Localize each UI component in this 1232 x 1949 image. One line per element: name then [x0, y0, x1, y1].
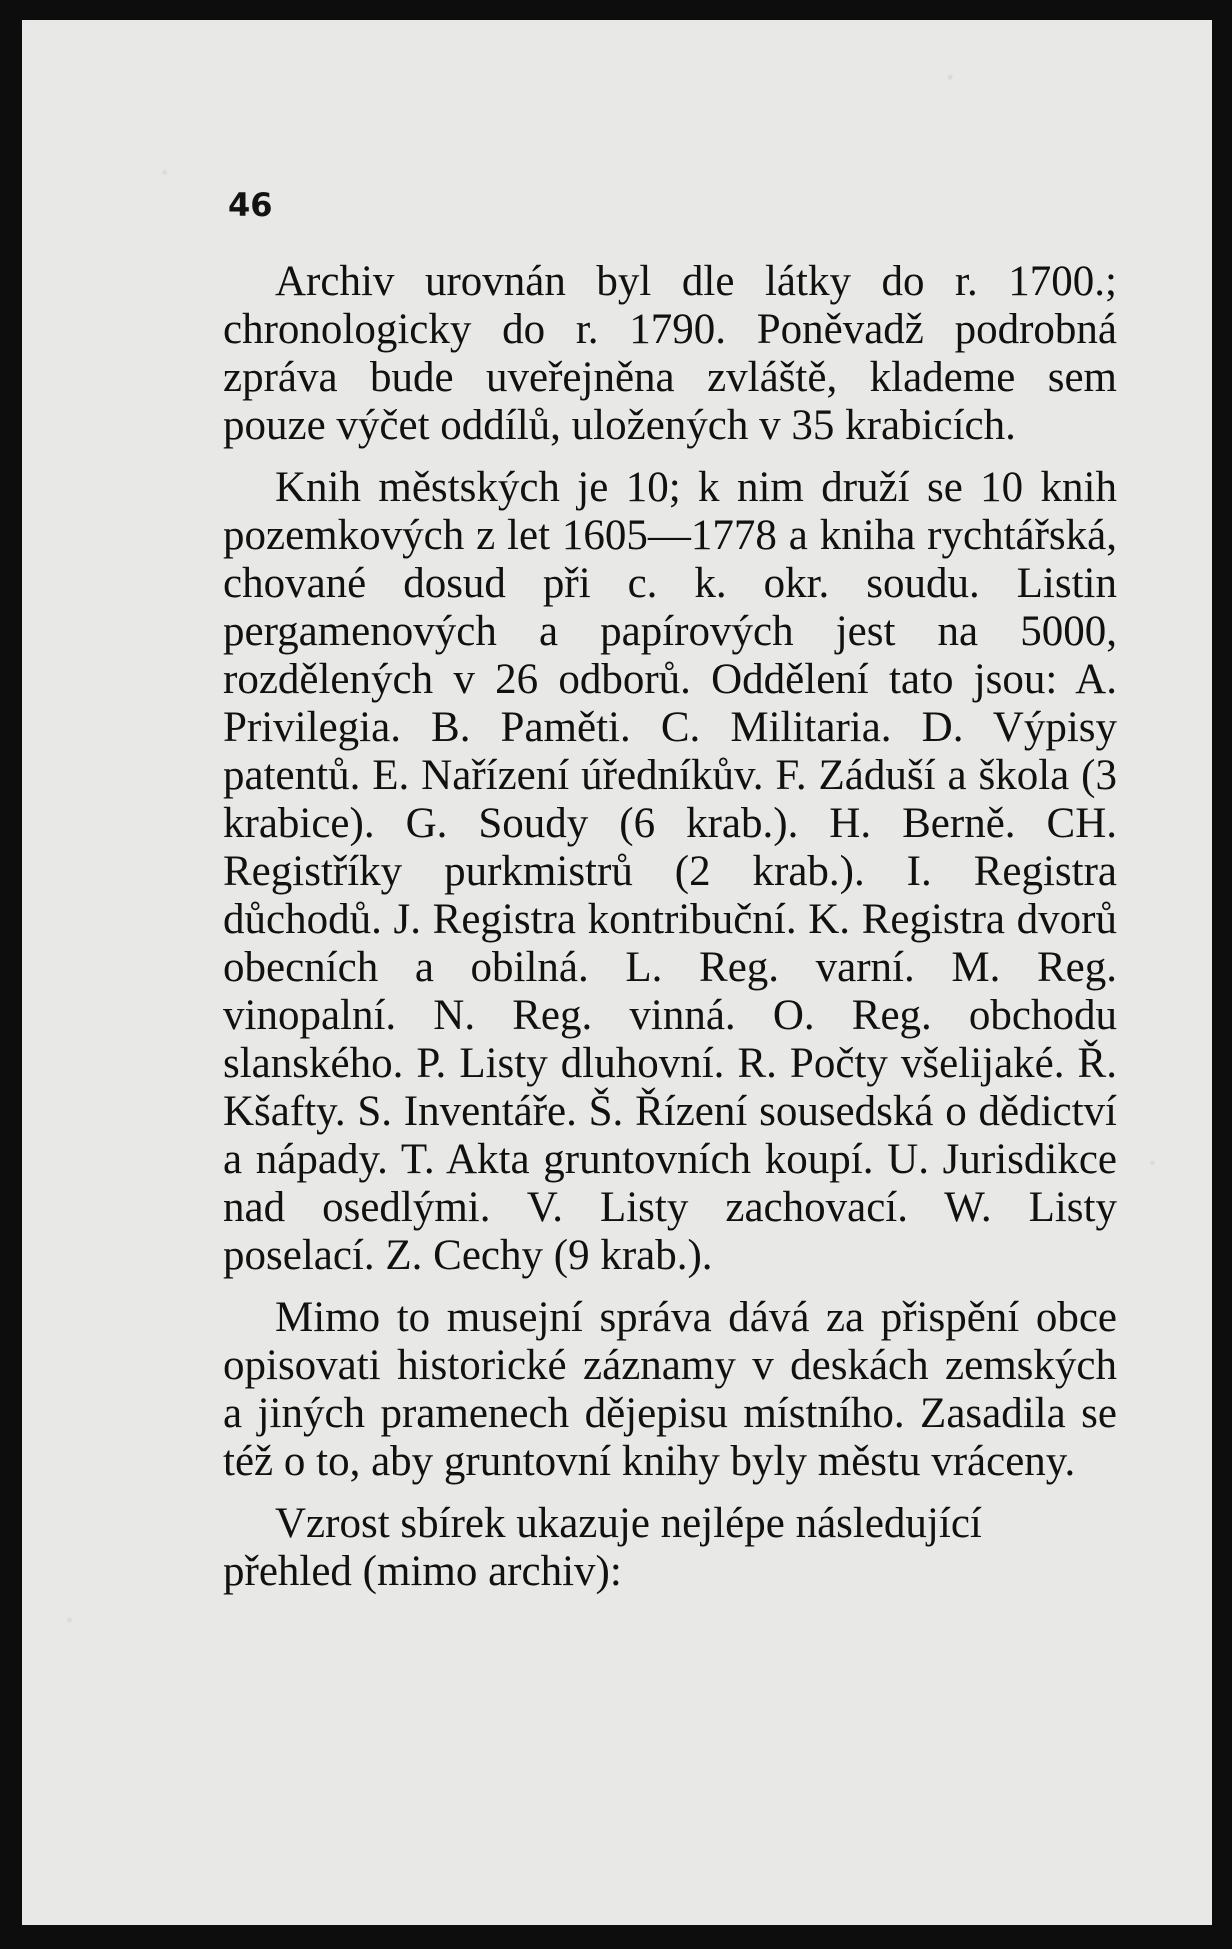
- paragraph-collections-growth: Vzrost sbírek ukazuje nejlépe následující přehled (mimo archiv):: [223, 1500, 982, 1595]
- paragraph-museum-administration: Mimo to musejní správa dává za přispění obce opisovati historické záznamy v deskách zemských a jiných pramenech dějepisu místního. Zasadila se též o to, aby gruntovní knihy byly městu vráceny.: [223, 1294, 1117, 1485]
- paragraph-archive-contents: Knih městských je 10; k nim druží se 10 knih pozemkových z let 1605—1778 a kniha rychtářská, chované dosud při c. k. okr. soudu. Listin pergamenových a papírových jest na 5000, rozdělených v 26 odborů. Oddělení tato jsou: A. Privilegia. B. Paměti. C. Militaria. D. Výpisy patentů. E. Nařízení úředníkův. F. Záduší a škola (3 krabice). G. Soudy (6 krab.). H. Berně. CH. Registříky purkmistrů (2 krab.). I. Registra důchodů. J. Registra kontribuční. K. Registra dvorů obecních a obilná. L. Reg. varní. M. Reg. vinopalní. N. Reg. vinná. O. Reg. obchodu slanského. P. Listy dluhovní. R. Počty všelijaké. Ř. Kšafty. S. Inventáře. Š. Řízení sousedská o dědictví a nápady. T. Akta gruntovních koupí. U. Jurisdikce nad osedlými. V. Listy zachovací. W. Listy poselací. Z. Cechy (9 krab.).: [223, 464, 1117, 1279]
- page-number: 46: [228, 186, 273, 224]
- paragraph-archive-arrangement: Archiv urovnán byl dle látky do r. 1700.; chronologicky do r. 1790. Poněvadž podrobná zpráva bude uveřejněna zvláště, klademe sem pouze výčet oddílů, uložených v 35 krabicích.: [223, 258, 1117, 449]
- body-text: [223, 258, 1117, 1610]
